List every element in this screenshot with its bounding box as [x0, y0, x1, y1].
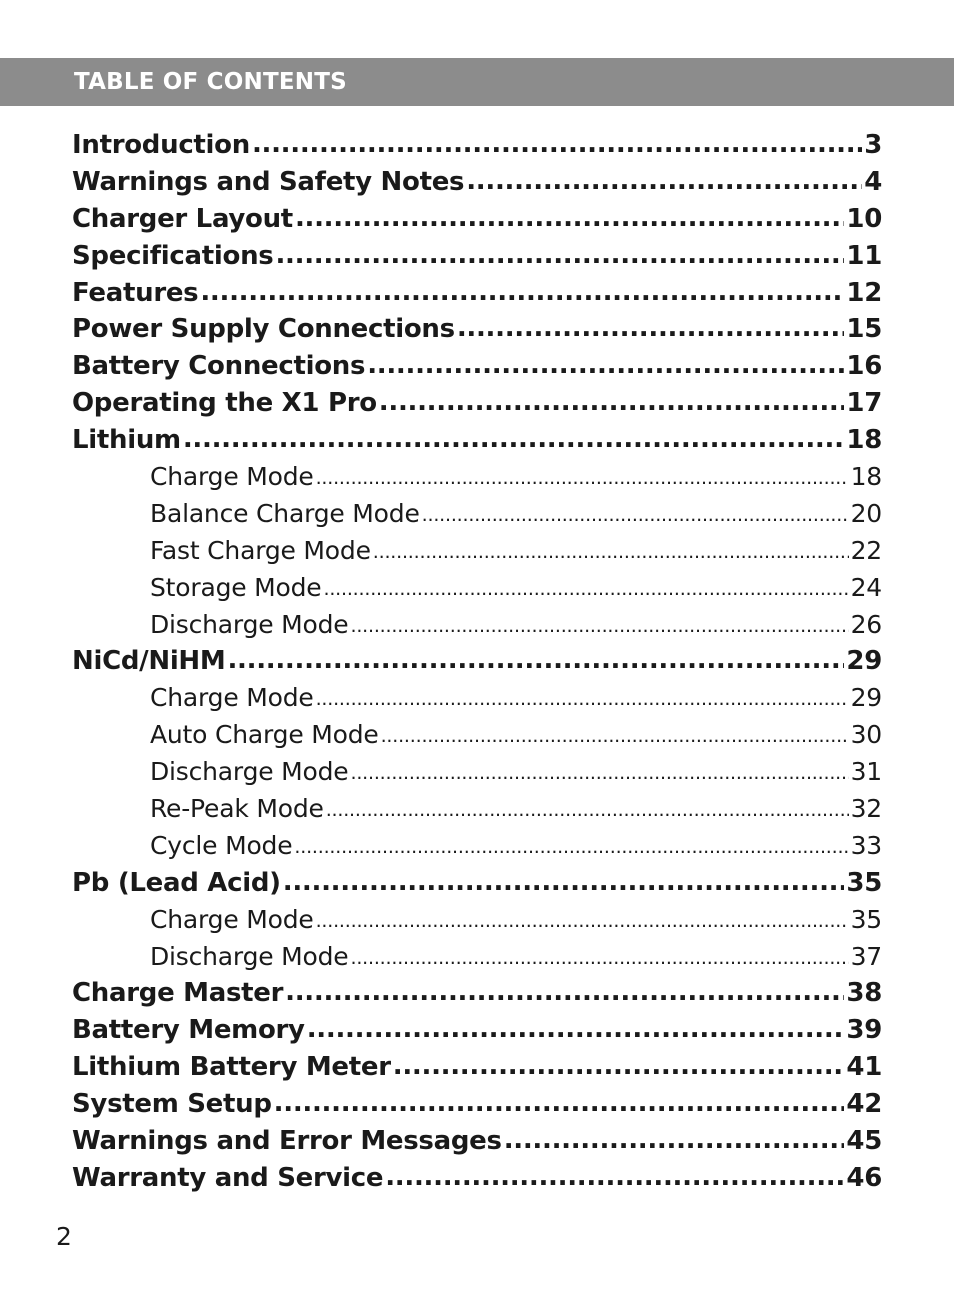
- dot-leader: [381, 725, 849, 747]
- dot-leader: [422, 504, 849, 526]
- dot-leader: [316, 467, 849, 489]
- toc-entry-page: 32: [850, 794, 882, 824]
- toc-entry-page: 33: [850, 830, 882, 860]
- toc-subentry[interactable]: [72, 610, 882, 647]
- dot-leader: [295, 204, 844, 233]
- toc-entry[interactable]: [72, 314, 882, 351]
- toc-entry-page: 24: [850, 572, 882, 602]
- dot-leader: [367, 351, 844, 380]
- toc-entry-label: Discharge Mode: [150, 609, 349, 639]
- toc-entry[interactable]: [72, 978, 882, 1015]
- toc-entry[interactable]: [72, 241, 882, 278]
- toc-subentry[interactable]: [72, 499, 882, 536]
- toc-entry-label: Discharge Mode: [150, 757, 349, 787]
- toc-entry-page: 17: [846, 388, 882, 419]
- page-number: 2: [56, 1222, 72, 1251]
- toc-entry-label: Specifications: [72, 240, 274, 271]
- toc-entry-page: 12: [846, 277, 882, 308]
- dot-leader: [316, 688, 849, 710]
- toc-entry-page: 37: [850, 941, 882, 971]
- toc-entry-page: 45: [846, 1126, 882, 1157]
- dot-leader: [466, 167, 862, 196]
- page-title: TABLE OF CONTENTS: [74, 69, 347, 95]
- toc-entry-label: Lithium Battery Meter: [72, 1052, 391, 1083]
- dot-leader: [275, 241, 844, 270]
- dot-leader: [307, 1015, 845, 1044]
- toc-entry[interactable]: [72, 1089, 882, 1126]
- toc-entry[interactable]: [72, 868, 882, 905]
- toc-entry[interactable]: [72, 1052, 882, 1089]
- toc-entry-page: 18: [850, 462, 882, 492]
- toc-subentry[interactable]: [72, 536, 882, 573]
- toc-entry-page: 10: [846, 203, 882, 234]
- dot-leader: [285, 978, 844, 1007]
- dot-leader: [316, 910, 849, 932]
- dot-leader: [504, 1126, 845, 1155]
- toc-entry-page: 4: [864, 166, 882, 197]
- toc-subentry[interactable]: [72, 757, 882, 794]
- dot-leader: [283, 868, 845, 897]
- dot-leader: [252, 130, 862, 159]
- toc-entry-page: 38: [846, 978, 882, 1009]
- toc-entry-page: 41: [846, 1052, 882, 1083]
- dot-leader: [200, 278, 844, 307]
- toc-subentry[interactable]: [72, 720, 882, 757]
- dot-leader: [350, 615, 848, 637]
- toc-entry-page: 16: [846, 351, 882, 382]
- toc-entry[interactable]: [72, 1163, 882, 1200]
- toc-entry-page: 30: [850, 720, 882, 750]
- toc-subentry[interactable]: [72, 683, 882, 720]
- toc-entry-label: Warranty and Service: [72, 1162, 384, 1193]
- toc-entry[interactable]: [72, 167, 882, 204]
- toc-entry-page: 35: [850, 904, 882, 934]
- toc-entry-page: 15: [846, 314, 882, 345]
- toc-entry-label: Lithium: [72, 425, 181, 456]
- toc-entry-label: Warnings and Error Messages: [72, 1126, 502, 1157]
- toc-entry-page: 29: [850, 683, 882, 713]
- toc-entry[interactable]: [72, 1015, 882, 1052]
- toc-subentry[interactable]: [72, 462, 882, 499]
- toc-entry-label: NiCd/NiHM: [72, 646, 226, 677]
- toc-entry[interactable]: [72, 351, 882, 388]
- toc-entry-label: Charge Mode: [150, 683, 314, 713]
- toc-entry-label: Charger Layout: [72, 203, 293, 234]
- dot-leader: [323, 578, 848, 600]
- toc-entry-label: Features: [72, 277, 199, 308]
- header-bar: [0, 58, 954, 106]
- dot-leader: [183, 425, 845, 454]
- toc-subentry[interactable]: [72, 905, 882, 942]
- toc-entry-page: 22: [850, 535, 882, 565]
- toc-subentry[interactable]: [72, 831, 882, 868]
- toc-entry-label: Cycle Mode: [150, 830, 293, 860]
- toc-entry-label: Introduction: [72, 130, 250, 160]
- toc-entry-page: 20: [850, 498, 882, 528]
- toc-entry-page: 29: [846, 646, 882, 677]
- dot-leader: [393, 1052, 845, 1081]
- toc-entry-label: Battery Connections: [72, 351, 366, 382]
- toc-entry-label: Warnings and Safety Notes: [72, 166, 465, 197]
- toc-entry-page: 35: [846, 867, 882, 898]
- toc-subentry[interactable]: [72, 573, 882, 610]
- toc-entry-page: 11: [846, 240, 882, 271]
- toc-entry-page: 3: [864, 130, 882, 160]
- toc-entry-page: 18: [846, 425, 882, 456]
- dot-leader: [274, 1089, 845, 1118]
- toc-entry-label: Fast Charge Mode: [150, 535, 371, 565]
- toc-entry-label: Pb (Lead Acid): [72, 867, 281, 898]
- dot-leader: [373, 541, 849, 563]
- dot-leader: [385, 1163, 844, 1192]
- toc-entry-label: Charge Master: [72, 978, 284, 1009]
- toc-entry-page: 46: [846, 1162, 882, 1193]
- toc-entry-label: Re-Peak Mode: [150, 794, 324, 824]
- toc-entry[interactable]: [72, 646, 882, 683]
- toc-entry-page: 42: [846, 1089, 882, 1120]
- toc-entry-label: Auto Charge Mode: [150, 720, 379, 750]
- dot-leader: [326, 799, 849, 821]
- toc-entry-page: 31: [850, 757, 882, 787]
- toc-entry-label: Charge Mode: [150, 904, 314, 934]
- toc-entry[interactable]: [72, 388, 882, 425]
- toc-entry[interactable]: [72, 1126, 882, 1163]
- dot-leader: [350, 947, 848, 969]
- toc-subentry[interactable]: [72, 794, 882, 831]
- toc-entry[interactable]: [72, 130, 882, 167]
- table-of-contents: [72, 130, 882, 1200]
- toc-entry-label: Discharge Mode: [150, 941, 349, 971]
- toc-entry-label: Operating the X1 Pro: [72, 388, 377, 419]
- toc-entry-label: Balance Charge Mode: [150, 498, 420, 528]
- toc-subentry[interactable]: [72, 942, 882, 979]
- toc-entry[interactable]: [72, 278, 882, 315]
- dot-leader: [457, 314, 845, 343]
- dot-leader: [294, 836, 848, 858]
- dot-leader: [350, 762, 848, 784]
- toc-entry[interactable]: [72, 425, 882, 462]
- toc-entry-label: Power Supply Connections: [72, 314, 455, 345]
- toc-entry-label: Storage Mode: [150, 572, 322, 602]
- toc-entry-page: 39: [846, 1015, 882, 1046]
- dot-leader: [379, 388, 845, 417]
- dot-leader: [227, 646, 844, 675]
- toc-entry-page: 26: [850, 609, 882, 639]
- toc-entry-label: Charge Mode: [150, 462, 314, 492]
- toc-entry[interactable]: [72, 204, 882, 241]
- toc-entry-label: System Setup: [72, 1089, 272, 1120]
- toc-entry-label: Battery Memory: [72, 1015, 305, 1046]
